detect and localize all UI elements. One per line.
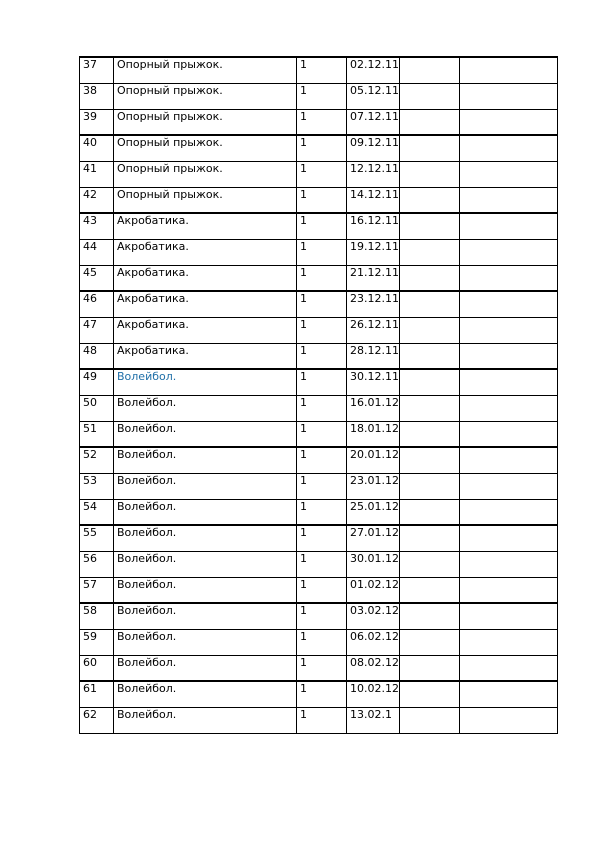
lesson-number-cell: 48 bbox=[80, 343, 114, 369]
hours-cell: 1 bbox=[297, 395, 347, 421]
note-cell bbox=[460, 213, 558, 239]
lesson-topic-cell: Волейбол. bbox=[114, 421, 297, 447]
lesson-topic-cell: Волейбол. bbox=[114, 603, 297, 629]
lesson-number-cell: 59 bbox=[80, 629, 114, 655]
lesson-number-cell: 37 bbox=[80, 57, 114, 83]
planned-date-cell: 08.02.12 bbox=[347, 655, 400, 681]
planned-date-cell: 06.02.12 bbox=[347, 629, 400, 655]
hours-cell: 1 bbox=[297, 525, 347, 551]
lesson-number-cell: 46 bbox=[80, 291, 114, 317]
lesson-number-cell: 53 bbox=[80, 473, 114, 499]
planned-date-cell: 16.12.11 bbox=[347, 213, 400, 239]
planned-date-cell: 23.12.11 bbox=[347, 291, 400, 317]
note-cell bbox=[460, 369, 558, 395]
lesson-number-cell: 42 bbox=[80, 187, 114, 213]
table-row bbox=[80, 707, 558, 733]
table-row bbox=[80, 83, 558, 109]
planned-date-cell: 12.12.11 bbox=[347, 161, 400, 187]
hours-cell: 1 bbox=[297, 265, 347, 291]
planned-date-cell: 20.01.12 bbox=[347, 447, 400, 473]
lesson-topic-cell: Волейбол. bbox=[114, 395, 297, 421]
note-cell bbox=[460, 577, 558, 603]
lesson-number-cell: 39 bbox=[80, 109, 114, 135]
actual-date-cell bbox=[400, 447, 460, 473]
note-cell bbox=[460, 57, 558, 83]
note-cell bbox=[460, 707, 558, 733]
table-row bbox=[80, 239, 558, 265]
lesson-plan-table-body bbox=[80, 57, 558, 733]
table-row bbox=[80, 603, 558, 629]
actual-date-cell bbox=[400, 551, 460, 577]
lesson-number-cell: 56 bbox=[80, 551, 114, 577]
actual-date-cell bbox=[400, 187, 460, 213]
note-cell bbox=[460, 681, 558, 707]
planned-date-cell: 23.01.12 bbox=[347, 473, 400, 499]
lesson-topic-cell: Волейбол. bbox=[114, 629, 297, 655]
planned-date-cell: 09.12.11 bbox=[347, 135, 400, 161]
table-row bbox=[80, 655, 558, 681]
planned-date-cell: 01.02.12 bbox=[347, 577, 400, 603]
table-row bbox=[80, 187, 558, 213]
note-cell bbox=[460, 551, 558, 577]
hours-cell: 1 bbox=[297, 291, 347, 317]
lesson-topic-cell: Опорный прыжок. bbox=[114, 187, 297, 213]
lesson-number-cell: 57 bbox=[80, 577, 114, 603]
planned-date-cell: 21.12.11 bbox=[347, 265, 400, 291]
lesson-number-cell: 47 bbox=[80, 317, 114, 343]
actual-date-cell bbox=[400, 681, 460, 707]
actual-date-cell bbox=[400, 707, 460, 733]
planned-date-cell: 05.12.11 bbox=[347, 83, 400, 109]
planned-date-cell: 16.01.12 bbox=[347, 395, 400, 421]
hours-cell: 1 bbox=[297, 603, 347, 629]
lesson-topic-cell: Волейбол. bbox=[114, 369, 297, 395]
hours-cell: 1 bbox=[297, 83, 347, 109]
lesson-topic-cell: Волейбол. bbox=[114, 681, 297, 707]
note-cell bbox=[460, 629, 558, 655]
note-cell bbox=[460, 473, 558, 499]
table-row bbox=[80, 447, 558, 473]
table-row bbox=[80, 291, 558, 317]
note-cell bbox=[460, 343, 558, 369]
actual-date-cell bbox=[400, 499, 460, 525]
table-row bbox=[80, 343, 558, 369]
planned-date-cell: 07.12.11 bbox=[347, 109, 400, 135]
actual-date-cell bbox=[400, 655, 460, 681]
lesson-topic-cell: Акробатика. bbox=[114, 317, 297, 343]
lesson-number-cell: 49 bbox=[80, 369, 114, 395]
hours-cell: 1 bbox=[297, 707, 347, 733]
lesson-topic-cell: Опорный прыжок. bbox=[114, 135, 297, 161]
planned-date-cell: 27.01.12 bbox=[347, 525, 400, 551]
planned-date-cell: 30.12.11 bbox=[347, 369, 400, 395]
lesson-topic-cell: Опорный прыжок. bbox=[114, 83, 297, 109]
lesson-topic-cell: Акробатика. bbox=[114, 239, 297, 265]
lesson-topic-cell: Волейбол. bbox=[114, 447, 297, 473]
note-cell bbox=[460, 109, 558, 135]
lesson-topic-cell: Волейбол. bbox=[114, 499, 297, 525]
note-cell bbox=[460, 603, 558, 629]
table-row bbox=[80, 525, 558, 551]
note-cell bbox=[460, 187, 558, 213]
note-cell bbox=[460, 239, 558, 265]
table-row bbox=[80, 317, 558, 343]
lesson-number-cell: 51 bbox=[80, 421, 114, 447]
table-row bbox=[80, 161, 558, 187]
note-cell bbox=[460, 83, 558, 109]
lesson-number-cell: 58 bbox=[80, 603, 114, 629]
table-row bbox=[80, 681, 558, 707]
table-row bbox=[80, 499, 558, 525]
planned-date-cell: 19.12.11 bbox=[347, 239, 400, 265]
planned-date-cell: 26.12.11 bbox=[347, 317, 400, 343]
actual-date-cell bbox=[400, 57, 460, 83]
hours-cell: 1 bbox=[297, 473, 347, 499]
hours-cell: 1 bbox=[297, 135, 347, 161]
hours-cell: 1 bbox=[297, 187, 347, 213]
actual-date-cell bbox=[400, 265, 460, 291]
table-row bbox=[80, 421, 558, 447]
lesson-topic-cell: Волейбол. bbox=[114, 707, 297, 733]
lesson-number-cell: 38 bbox=[80, 83, 114, 109]
table-row bbox=[80, 265, 558, 291]
hours-cell: 1 bbox=[297, 447, 347, 473]
hours-cell: 1 bbox=[297, 551, 347, 577]
note-cell bbox=[460, 291, 558, 317]
table-row bbox=[80, 135, 558, 161]
planned-date-cell: 18.01.12 bbox=[347, 421, 400, 447]
hours-cell: 1 bbox=[297, 343, 347, 369]
note-cell bbox=[460, 421, 558, 447]
lesson-plan-table bbox=[79, 56, 558, 734]
actual-date-cell bbox=[400, 109, 460, 135]
note-cell bbox=[460, 317, 558, 343]
table-row bbox=[80, 109, 558, 135]
lesson-number-cell: 61 bbox=[80, 681, 114, 707]
lesson-topic-cell: Акробатика. bbox=[114, 265, 297, 291]
actual-date-cell bbox=[400, 161, 460, 187]
lesson-number-cell: 52 bbox=[80, 447, 114, 473]
planned-date-cell: 13.02.1 bbox=[347, 707, 400, 733]
hours-cell: 1 bbox=[297, 629, 347, 655]
note-cell bbox=[460, 265, 558, 291]
lesson-number-cell: 55 bbox=[80, 525, 114, 551]
hours-cell: 1 bbox=[297, 213, 347, 239]
hours-cell: 1 bbox=[297, 369, 347, 395]
planned-date-cell: 28.12.11 bbox=[347, 343, 400, 369]
actual-date-cell bbox=[400, 603, 460, 629]
lesson-topic-cell: Опорный прыжок. bbox=[114, 161, 297, 187]
note-cell bbox=[460, 161, 558, 187]
lesson-number-cell: 60 bbox=[80, 655, 114, 681]
actual-date-cell bbox=[400, 525, 460, 551]
note-cell bbox=[460, 499, 558, 525]
table-row bbox=[80, 551, 558, 577]
lesson-number-cell: 44 bbox=[80, 239, 114, 265]
lesson-topic-cell: Акробатика. bbox=[114, 213, 297, 239]
lesson-topic-cell: Опорный прыжок. bbox=[114, 57, 297, 83]
lesson-number-cell: 50 bbox=[80, 395, 114, 421]
table-row bbox=[80, 57, 558, 83]
actual-date-cell bbox=[400, 317, 460, 343]
lesson-topic-cell: Опорный прыжок. bbox=[114, 109, 297, 135]
lesson-number-cell: 45 bbox=[80, 265, 114, 291]
note-cell bbox=[460, 447, 558, 473]
planned-date-cell: 10.02.12 bbox=[347, 681, 400, 707]
actual-date-cell bbox=[400, 577, 460, 603]
table-row bbox=[80, 369, 558, 395]
actual-date-cell bbox=[400, 239, 460, 265]
actual-date-cell bbox=[400, 83, 460, 109]
actual-date-cell bbox=[400, 421, 460, 447]
hours-cell: 1 bbox=[297, 109, 347, 135]
table-row bbox=[80, 629, 558, 655]
hours-cell: 1 bbox=[297, 161, 347, 187]
actual-date-cell bbox=[400, 343, 460, 369]
planned-date-cell: 14.12.11 bbox=[347, 187, 400, 213]
planned-date-cell: 02.12.11 bbox=[347, 57, 400, 83]
lesson-number-cell: 62 bbox=[80, 707, 114, 733]
table-row bbox=[80, 213, 558, 239]
actual-date-cell bbox=[400, 395, 460, 421]
table-row bbox=[80, 395, 558, 421]
lesson-topic-cell: Волейбол. bbox=[114, 655, 297, 681]
lesson-topic-cell: Волейбол. bbox=[114, 551, 297, 577]
hours-cell: 1 bbox=[297, 655, 347, 681]
actual-date-cell bbox=[400, 629, 460, 655]
hours-cell: 1 bbox=[297, 421, 347, 447]
hours-cell: 1 bbox=[297, 577, 347, 603]
table-row bbox=[80, 473, 558, 499]
lesson-topic-cell: Волейбол. bbox=[114, 473, 297, 499]
lesson-topic-cell: Акробатика. bbox=[114, 291, 297, 317]
hours-cell: 1 bbox=[297, 317, 347, 343]
lesson-topic-cell: Волейбол. bbox=[114, 577, 297, 603]
note-cell bbox=[460, 135, 558, 161]
hours-cell: 1 bbox=[297, 239, 347, 265]
planned-date-cell: 25.01.12 bbox=[347, 499, 400, 525]
lesson-number-cell: 40 bbox=[80, 135, 114, 161]
planned-date-cell: 03.02.12 bbox=[347, 603, 400, 629]
actual-date-cell bbox=[400, 135, 460, 161]
actual-date-cell bbox=[400, 473, 460, 499]
actual-date-cell bbox=[400, 291, 460, 317]
actual-date-cell bbox=[400, 213, 460, 239]
lesson-topic-cell: Акробатика. bbox=[114, 343, 297, 369]
lesson-topic-cell: Волейбол. bbox=[114, 525, 297, 551]
note-cell bbox=[460, 395, 558, 421]
planned-date-cell: 30.01.12 bbox=[347, 551, 400, 577]
actual-date-cell bbox=[400, 369, 460, 395]
note-cell bbox=[460, 655, 558, 681]
lesson-number-cell: 41 bbox=[80, 161, 114, 187]
table-row bbox=[80, 577, 558, 603]
lesson-number-cell: 43 bbox=[80, 213, 114, 239]
hours-cell: 1 bbox=[297, 57, 347, 83]
lesson-number-cell: 54 bbox=[80, 499, 114, 525]
hours-cell: 1 bbox=[297, 499, 347, 525]
hours-cell: 1 bbox=[297, 681, 347, 707]
note-cell bbox=[460, 525, 558, 551]
